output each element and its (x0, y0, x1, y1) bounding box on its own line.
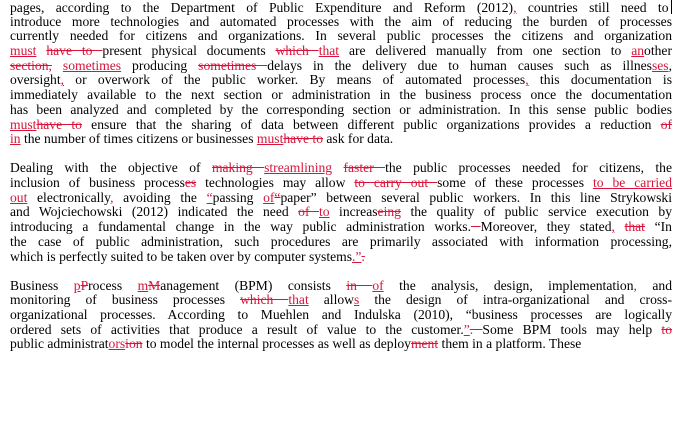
text-run: Moreover, they stated (480, 219, 612, 235)
text-run: present physical documents (102, 43, 276, 59)
text-run (615, 219, 625, 234)
text-run: , (668, 57, 672, 73)
inserted-text: sometimes (62, 57, 122, 73)
inserted-text: ” (463, 321, 470, 337)
text-run: ordered sets of activities that produce a result of value to the customer. (10, 321, 464, 337)
deleted-text: ion (125, 336, 143, 352)
deleted-text: P (80, 277, 89, 293)
text-run: “In (644, 219, 672, 235)
text-run: introducing a fundamental change in the way public administration works. (10, 219, 471, 235)
text-run: to model the internal processes as well as deploy (142, 336, 411, 352)
text-run (332, 160, 343, 175)
text-line (10, 337, 672, 352)
text-line (10, 205, 672, 220)
text-run: rocess (88, 277, 138, 293)
text-line (10, 250, 672, 265)
text-run (36, 43, 46, 58)
text-run: organizational processes. According to Muehlen and Indulska (2010), “business processes are logically (10, 307, 672, 323)
text-run: public administrat (10, 336, 109, 352)
text-run: inclusion of business process (10, 175, 185, 191)
text-run: immediately available to the next section or administration in the business process once the documentation (10, 87, 672, 103)
text-run: this documentation is (528, 72, 672, 88)
text-run: the design of intra-organizational and cross- (359, 292, 672, 308)
text-line (10, 235, 672, 250)
text-line (10, 161, 672, 176)
text-line (10, 191, 672, 206)
text-run: currently needed for citizens and organizations. In several public processes the citizens and organization (10, 28, 672, 44)
text-line (10, 279, 672, 294)
deleted-text: making (211, 160, 265, 176)
inserted-text: out (10, 189, 28, 205)
deleted-text: have to (283, 131, 323, 147)
inserted-text: must (256, 131, 284, 147)
inserted-text: to be carried (592, 175, 672, 191)
inserted-text: of (263, 189, 275, 205)
deleted-text: which (240, 292, 289, 308)
inserted-text: ors (108, 336, 126, 352)
text-run: producing (121, 57, 199, 73)
text-line (10, 44, 672, 59)
text-run: some of these processes (437, 175, 593, 191)
text-run: and (636, 277, 673, 293)
deleted-text: of (660, 116, 673, 132)
deleted-text: es (184, 175, 197, 191)
inserted-text: , (60, 72, 64, 88)
text-line (10, 103, 672, 118)
deleted-text: eing (377, 204, 401, 220)
text-run: pages, according to the Department of Public Expenditure and Reform (2012) (10, 0, 514, 15)
text-run: or overwork of the public worker. By means of automated processes (64, 72, 526, 88)
text-line (10, 88, 672, 103)
text-run: delays in the delivery due to human causes such as illnes (267, 57, 652, 73)
text-cursor (671, 0, 673, 14)
inserted-text: to (318, 204, 330, 220)
deleted-text: M (148, 277, 161, 293)
text-run: the case of public administration, such procedures are primarily associated with information processing, (10, 233, 672, 249)
paragraph (10, 0, 672, 147)
text-line (10, 73, 672, 88)
deleted-text: which (275, 43, 319, 59)
text-line (10, 323, 672, 338)
text-line (10, 308, 672, 323)
text-run: ensure that the sharing of data between different public organizations provides a reduction (81, 116, 661, 132)
inserted-text: in (10, 131, 21, 147)
inserted-text: , (110, 189, 114, 205)
deleted-text: . (361, 248, 365, 264)
text-run: and Wojciechowski (2012) indicated the need (10, 204, 299, 220)
text-run: which is perfectly suited to be taken over by computer systems (10, 248, 353, 264)
text-line (10, 132, 672, 147)
deleted-text: to (661, 321, 672, 337)
text-line (10, 0, 672, 15)
inserted-text: ses (651, 57, 669, 73)
deleted-text: of (298, 204, 319, 220)
text-run: increas (329, 204, 378, 220)
text-run: the number of times citizens or businesses (20, 131, 257, 147)
paragraph (10, 279, 672, 352)
deleted-text: “ (274, 189, 281, 205)
text-run: electronically (27, 189, 111, 205)
text-run: introduce more technologies and automated processes with the aim of reducing the burden of processes (10, 13, 672, 29)
text-run: other (644, 43, 672, 59)
text-run: has been analyzed and completed by the corresponding section or administration. In this sense public bodies (10, 101, 672, 117)
deleted-text: to carry out (354, 175, 438, 191)
text-run: are delivered manually from one section to (339, 43, 632, 59)
inserted-text: that (288, 292, 309, 308)
inserted-text: p (73, 277, 81, 293)
text-run: monitoring of business processes (10, 292, 241, 308)
inserted-text: s (353, 292, 360, 308)
text-run: countries still need to (516, 0, 669, 15)
text-run: avoiding the (113, 189, 207, 205)
deleted-text: ment (410, 336, 439, 352)
deleted-text: sometimes (198, 57, 268, 73)
inserted-text: must (10, 43, 37, 59)
text-run: paper” between several public workers. In this line Strykowski (280, 189, 673, 205)
text-line (10, 59, 672, 74)
text-run: technologies may allow (196, 175, 355, 191)
text-run: Some BPM tools may help (482, 321, 662, 337)
text-run: Business (10, 277, 74, 293)
inserted-text: streamlining (264, 160, 333, 176)
inserted-text: , (633, 277, 637, 293)
deleted-text: in (346, 277, 373, 293)
text-line (10, 176, 672, 191)
text-run: allow (308, 292, 354, 308)
text-run: the quality of public service execution by (400, 204, 672, 220)
text-run: ask for data. (323, 131, 394, 147)
inserted-text: , (513, 0, 517, 15)
deleted-text: have to (36, 116, 82, 132)
text-run: oversight (10, 72, 61, 88)
text-run: Dealing with the objective of (10, 160, 212, 176)
text-line (10, 293, 672, 308)
inserted-text: “ (206, 189, 213, 205)
inserted-text: must (10, 116, 37, 132)
text-line (10, 220, 672, 235)
inserted-text: that (318, 43, 340, 59)
inserted-text: of (372, 277, 384, 293)
text-run: anagement (BPM) consists (160, 277, 347, 293)
inserted-text: .” (352, 248, 362, 264)
deleted-text (471, 219, 481, 234)
text-run: them in a platform. These (438, 336, 582, 352)
inserted-text: an (631, 43, 645, 59)
deleted-text: section, (10, 57, 52, 73)
text-line (10, 29, 672, 44)
deleted-text: faster (343, 160, 386, 176)
paragraph (10, 161, 672, 264)
text-run: the analysis, design, implementation (383, 277, 634, 293)
inserted-text: , (525, 72, 529, 88)
text-run: the public processes needed for citizens, the (385, 160, 672, 176)
inserted-text: , (611, 219, 615, 235)
deleted-text: that (624, 219, 645, 235)
deleted-text: . (469, 321, 483, 337)
deleted-text: have to (46, 43, 103, 59)
text-line (10, 15, 672, 30)
inserted-text: m (137, 277, 149, 293)
text-run: passing (212, 189, 264, 205)
text-line (10, 118, 672, 133)
document-body (10, 0, 672, 352)
text-run (52, 58, 63, 73)
